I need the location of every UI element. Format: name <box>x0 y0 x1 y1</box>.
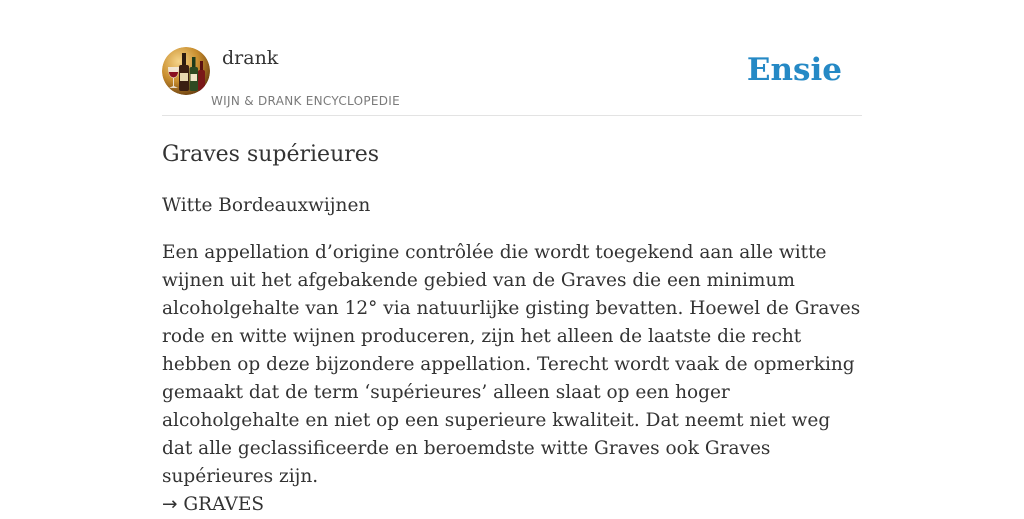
see-also-link[interactable] <box>162 491 264 519</box>
avatar[interactable] <box>162 47 210 95</box>
site-name[interactable]: drank <box>222 47 279 69</box>
wine-bottles-icon <box>162 47 210 95</box>
header <box>162 0 862 116</box>
article-subtitle: Witte Bordeauxwijnen <box>162 195 371 216</box>
brand-logo[interactable]: Ensie <box>746 52 842 88</box>
site-subtitle: WIJN & DRANK ENCYCLOPEDIE <box>211 94 401 108</box>
article-body: Een appellation d’origine contrôlée die wordt toegekend aan alle witte wijnen uit het afgebakende gebied van de Graves die een minimum alcoholgehalte van 12° via natuurlijke gisting bevatten. Hoewel de Graves rode en witte wijnen produceren, zijn het alleen de laatste die recht hebben op deze bijzondere appellation. Terecht wordt vaak de opmerking gemaakt dat de term ‘supérieures’ alleen slaat op een hoger alcoholgehalte en niet op een superieure kwaliteit. Dat neemt niet weg dat alle geclassificeerde en beroemdste witte Graves ook Graves supérieures zijn. <box>162 242 861 487</box>
see-also-label[interactable]: GRAVES <box>183 494 265 515</box>
page-container <box>162 0 862 515</box>
arrow-right-icon: → <box>162 494 178 515</box>
page-title: Graves supérieures <box>162 142 380 167</box>
